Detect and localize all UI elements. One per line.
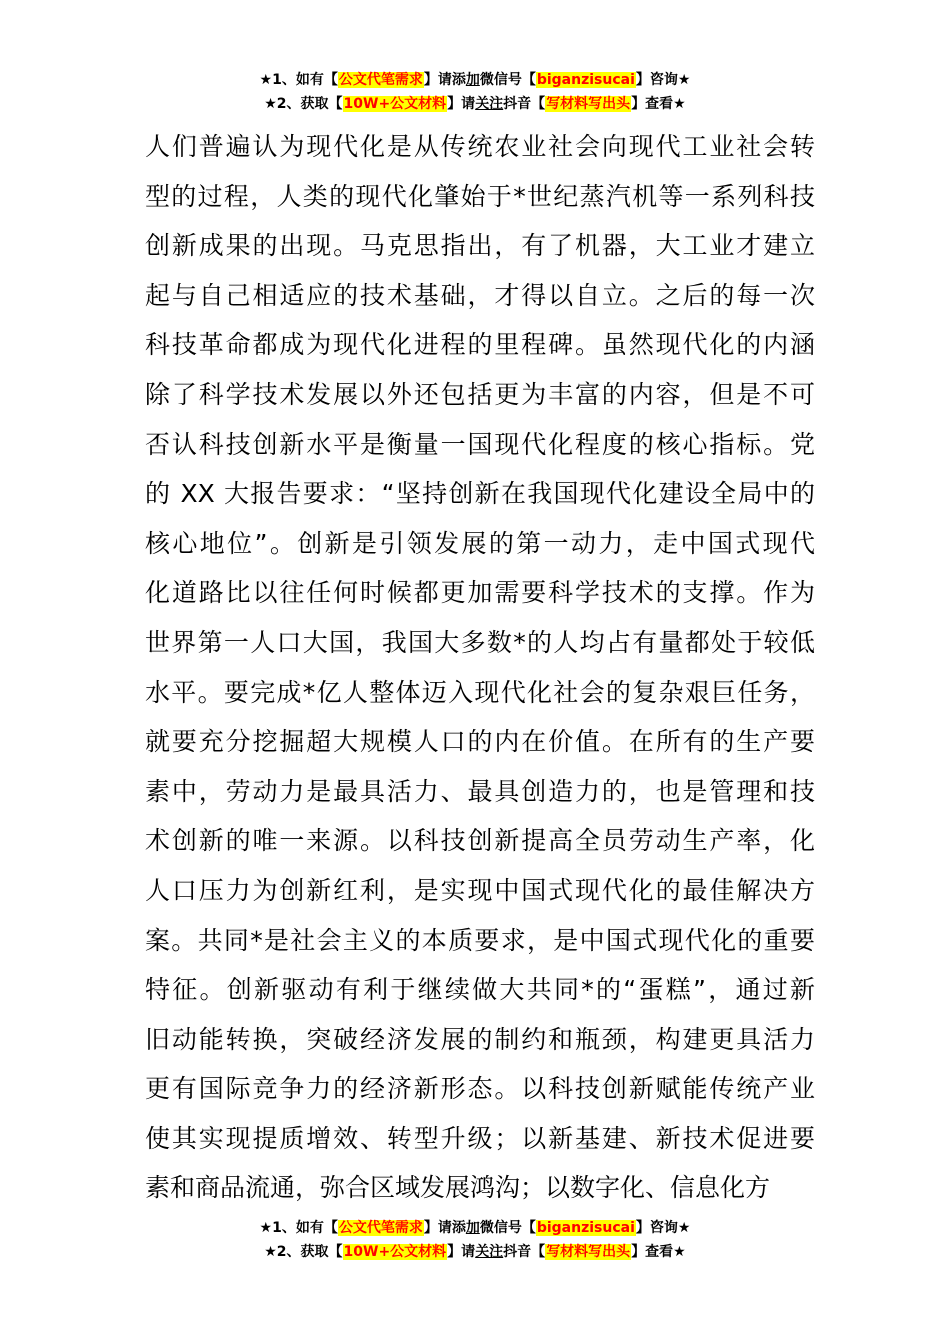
banner-line-2 (0, 92, 950, 116)
banner-text: 】查看★ (631, 96, 686, 112)
body-line: 就要充分挖掘超大规模人口的内在价值。在所有的生产要 (145, 727, 815, 757)
banner-text: 】咨询★ (635, 1220, 691, 1236)
body-line: 除了科学技术发展以外还包括更为丰富的内容，但是不可 (145, 379, 815, 409)
body-line: 素中，劳动力是最具活力、最具创造力的，也是管理和技 (145, 776, 815, 806)
body-line: 术创新的唯一来源。以科技创新提高全员劳动生产率，化 (145, 826, 815, 856)
banner-line-2 (0, 1240, 950, 1264)
highlight-douyin-account: 写材料写出头 (546, 1244, 631, 1260)
banner-line-1 (0, 1216, 950, 1240)
body-line: 科技革命都成为现代化进程的里程碑。虽然现代化的内涵 (145, 330, 815, 360)
banner-text: 】请添 (423, 1220, 466, 1236)
header-banner (0, 68, 950, 116)
banner-text: ★2、获取【 (264, 1244, 343, 1260)
banner-text: 】咨询★ (635, 72, 691, 88)
body-line: 水平。要完成*亿人整体迈入现代化社会的复杂艰巨任务， (145, 677, 815, 707)
banner-underlined-text: 加 (465, 72, 480, 88)
banner-text: 】请 (447, 96, 476, 112)
body-line: 否认科技创新水平是衡量一国现代化程度的核心指标。党 (145, 429, 815, 459)
banner-text: ★1、如有【 (259, 1220, 338, 1236)
banner-text: 】查看★ (631, 1244, 686, 1260)
banner-text: 抖音【 (503, 1244, 546, 1260)
body-line: 的 XX 大报告要求：“坚持创新在我国现代化建设全局中的 (145, 479, 815, 509)
document-body (145, 122, 815, 1213)
body-line: 化道路比以往任何时候都更加需要科学技术的支撑。作为 (145, 578, 815, 608)
highlight-service: 公文代笔需求 (338, 1220, 423, 1236)
banner-text: 】请添 (423, 72, 466, 88)
highlight-service: 公文代笔需求 (338, 72, 423, 88)
banner-text: 】请 (447, 1244, 476, 1260)
body-line: 世界第一人口大国，我国大多数*的人均占有量都处于较低 (145, 627, 815, 657)
highlight-wechat-id: biganzisucai (536, 72, 635, 88)
highlight-wechat-id: biganzisucai (536, 1220, 635, 1236)
highlight-douyin-account: 写材料写出头 (546, 96, 631, 112)
body-line: 素和商品流通，弥合区域发展鸿沟；以数字化、信息化方 (145, 1173, 771, 1203)
footer-banner (0, 1216, 950, 1264)
body-line: 旧动能转换，突破经济发展的制约和瓶颈，构建更具活力 (145, 1024, 815, 1054)
body-line: 起与自己相适应的技术基础，才得以自立。之后的每一次 (145, 280, 815, 310)
body-line: 人们普遍认为现代化是从传统农业社会向现代工业社会转 (145, 132, 815, 161)
banner-text: ★1、如有【 (259, 72, 338, 88)
highlight-materials: 10W+公文材料 (343, 96, 447, 112)
highlight-materials: 10W+公文材料 (343, 1244, 447, 1260)
body-line: 创新成果的出现。马克思指出，有了机器，大工业才建立 (145, 231, 815, 261)
body-line: 更有国际竞争力的经济新形态。以科技创新赋能传统产业 (145, 1074, 815, 1104)
body-line: 案。共同*是社会主义的本质要求，是中国式现代化的重要 (145, 925, 815, 955)
banner-text: 微信号【 (479, 1220, 536, 1236)
banner-underlined-text: 关注 (475, 1244, 504, 1260)
body-line: 特征。创新驱动有利于继续做大共同*的“蛋糕”，通过新 (145, 975, 815, 1005)
banner-text: ★2、获取【 (264, 96, 343, 112)
banner-line-1 (0, 68, 950, 92)
banner-underlined-text: 关注 (475, 96, 504, 112)
body-line: 使其实现提质增效、转型升级；以新基建、新技术促进要 (145, 1123, 815, 1153)
banner-text: 微信号【 (479, 72, 536, 88)
banner-underlined-text: 加 (465, 1220, 480, 1236)
banner-text: 抖音【 (503, 96, 546, 112)
body-line: 型的过程，人类的现代化肇始于*世纪蒸汽机等一系列科技 (145, 181, 815, 211)
body-line: 人口压力为创新红利，是实现中国式现代化的最佳解决方 (145, 875, 815, 905)
body-line: 核心地位”。创新是引领发展的第一动力，走中国式现代 (145, 528, 815, 558)
